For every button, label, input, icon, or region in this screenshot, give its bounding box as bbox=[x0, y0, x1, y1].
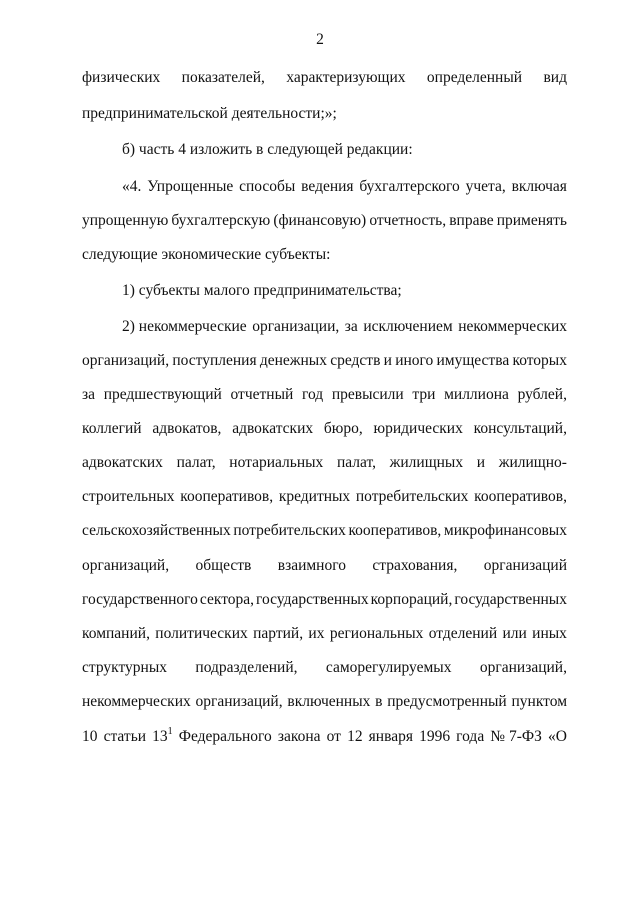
text-line-14 bbox=[82, 522, 567, 540]
text-line-7: 1) субъекты малого предпринимательства; bbox=[122, 282, 402, 299]
word: (финансовую) bbox=[273, 212, 367, 229]
word: января bbox=[368, 728, 413, 745]
word: партий, bbox=[253, 625, 304, 642]
word: политических bbox=[155, 625, 248, 642]
word: 13 bbox=[152, 728, 168, 745]
word: организаций, bbox=[479, 659, 567, 676]
word: Упрощенные bbox=[147, 178, 234, 195]
word: исключением bbox=[363, 318, 453, 335]
word: корпораций, bbox=[370, 591, 453, 608]
word: коллегий bbox=[82, 420, 142, 437]
word: и bbox=[383, 352, 392, 369]
word: № 7-ФЗ bbox=[490, 728, 542, 745]
word: Федерального bbox=[178, 728, 272, 745]
text-line-18 bbox=[82, 659, 567, 677]
word: государственных bbox=[256, 591, 369, 608]
text-line-2: предпринимательской деятельности;»; bbox=[82, 105, 337, 122]
word: статьи bbox=[103, 728, 147, 745]
word: 10 bbox=[82, 728, 98, 745]
superscript: 1 bbox=[167, 726, 173, 737]
word: ведения bbox=[301, 178, 354, 195]
word: жилищных bbox=[389, 454, 464, 471]
word: отчетный bbox=[230, 386, 294, 403]
text-line-15 bbox=[82, 557, 567, 575]
word: года bbox=[456, 728, 485, 745]
word: иных bbox=[532, 625, 567, 642]
word: от bbox=[326, 728, 341, 745]
word: определенный bbox=[426, 69, 523, 86]
word: 1996 bbox=[419, 728, 451, 745]
word: потребительских bbox=[233, 522, 346, 539]
word: организаций, bbox=[82, 352, 170, 369]
word: организаций bbox=[483, 557, 567, 574]
word: рублей, bbox=[517, 386, 567, 403]
word: отделений bbox=[428, 625, 498, 642]
text-line-17 bbox=[82, 625, 567, 643]
word: год bbox=[301, 386, 324, 403]
text-line-12 bbox=[82, 454, 567, 472]
word: и bbox=[476, 454, 486, 471]
text-line-1 bbox=[82, 69, 567, 87]
word: бюро, bbox=[323, 420, 363, 437]
word: денежных bbox=[259, 352, 327, 369]
word: пунктом bbox=[511, 693, 567, 710]
word: государственного bbox=[82, 591, 198, 608]
word: государственных bbox=[454, 591, 567, 608]
word: поступления bbox=[172, 352, 257, 369]
word-with-superscript bbox=[152, 728, 173, 746]
text-line-8 bbox=[122, 318, 567, 336]
word: компаний, bbox=[82, 625, 150, 642]
text-line-16 bbox=[82, 591, 567, 609]
word: кредитных bbox=[278, 488, 351, 505]
word: кооперативов, bbox=[474, 488, 567, 505]
word: включая bbox=[511, 178, 567, 195]
word: учета, bbox=[465, 178, 506, 195]
word: сектора, bbox=[199, 591, 255, 608]
word: вид bbox=[543, 69, 567, 86]
word: или bbox=[502, 625, 527, 642]
word: бухгалтерскую bbox=[171, 212, 271, 229]
word: адвокатских bbox=[82, 454, 163, 471]
word: палат, bbox=[336, 454, 376, 471]
word: средств bbox=[330, 352, 381, 369]
text-line-9 bbox=[82, 352, 567, 370]
word: организаций, bbox=[82, 557, 170, 574]
word: подразделений, bbox=[195, 659, 298, 676]
word: показателей, bbox=[181, 69, 265, 86]
text-line-6: следующие экономические субъекты: bbox=[82, 246, 331, 263]
word: за bbox=[82, 386, 96, 403]
text-line-20 bbox=[82, 728, 567, 746]
word: строительных bbox=[82, 488, 175, 505]
word: кооперативов, bbox=[180, 488, 274, 505]
word: адвокатских bbox=[232, 420, 314, 437]
word: закона bbox=[277, 728, 321, 745]
word: бухгалтерского bbox=[359, 178, 460, 195]
word: за bbox=[344, 318, 358, 335]
word: потребительских bbox=[355, 488, 469, 505]
word: «О bbox=[547, 728, 567, 745]
text-line-10 bbox=[82, 386, 567, 404]
word: некоммерческих bbox=[458, 318, 567, 335]
word: иного bbox=[395, 352, 434, 369]
word: физических bbox=[82, 69, 161, 86]
word: организаций, bbox=[195, 693, 283, 710]
text-line-4 bbox=[122, 178, 567, 196]
word: микрофинансовых bbox=[443, 522, 567, 539]
word: превысили bbox=[331, 386, 404, 403]
word: включенных bbox=[287, 693, 371, 710]
word: в bbox=[375, 693, 383, 710]
text-line-19 bbox=[82, 693, 567, 711]
text-line-3: б) часть 4 изложить в следующей редакции: bbox=[122, 141, 413, 158]
word: юридических bbox=[373, 420, 463, 437]
word: три bbox=[412, 386, 436, 403]
word: миллиона bbox=[444, 386, 509, 403]
word: консультаций, bbox=[473, 420, 567, 437]
word: применять bbox=[496, 212, 567, 229]
word: взаимного bbox=[277, 557, 346, 574]
word: структурных bbox=[82, 659, 167, 676]
word: «4. bbox=[122, 178, 142, 195]
word: 2) некоммерческие bbox=[122, 318, 247, 335]
word: адвокатов, bbox=[152, 420, 222, 437]
word: саморегулируемых bbox=[325, 659, 452, 676]
word: палат, bbox=[176, 454, 216, 471]
word: которых bbox=[512, 352, 567, 369]
word: кооперативов, bbox=[348, 522, 442, 539]
word: вправе bbox=[449, 212, 494, 229]
word: нотариальных bbox=[229, 454, 324, 471]
word: обществ bbox=[195, 557, 252, 574]
word: способы bbox=[239, 178, 296, 195]
text-line-5 bbox=[82, 212, 567, 230]
word: жилищно- bbox=[498, 454, 567, 471]
text-line-11 bbox=[82, 420, 567, 438]
word: их bbox=[308, 625, 325, 642]
text-line-13 bbox=[82, 488, 567, 506]
page-number: 2 bbox=[316, 31, 324, 48]
word: сельскохозяйственных bbox=[82, 522, 231, 539]
word: упрощенную bbox=[82, 212, 169, 229]
word: некоммерческих bbox=[82, 693, 191, 710]
word: отчетность, bbox=[369, 212, 447, 229]
word: предшествующий bbox=[103, 386, 222, 403]
word: имущества bbox=[436, 352, 510, 369]
word: предусмотренный bbox=[387, 693, 507, 710]
word: страхования, bbox=[372, 557, 458, 574]
word: характеризующих bbox=[286, 69, 406, 86]
word: организации, bbox=[252, 318, 340, 335]
word: региональных bbox=[329, 625, 424, 642]
word: 12 bbox=[347, 728, 363, 745]
